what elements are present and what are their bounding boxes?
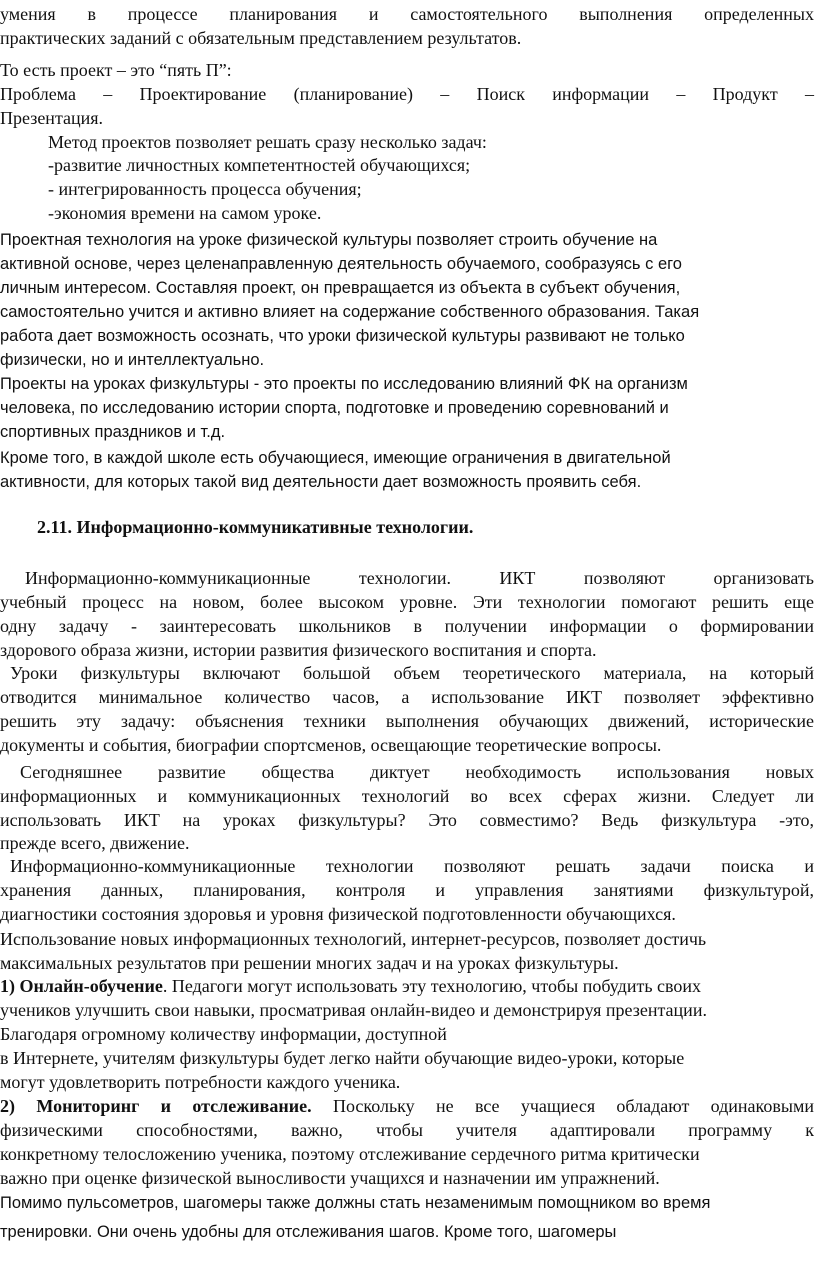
text-line <box>0 733 661 757</box>
line-text: Проекты на уроках физкультуры - это проекты по исследованию влияний ФК на организм <box>0 375 688 393</box>
text-line <box>0 1046 684 1070</box>
bold-lead: 1) Онлайн-обучение <box>0 976 163 996</box>
text-line <box>0 1022 447 1046</box>
text-line <box>0 2 814 26</box>
text-line <box>0 685 814 709</box>
text-line <box>48 201 321 225</box>
line-text: Проектная технология на уроке физической культуры позволяет строить обучение на <box>0 231 658 249</box>
text-line <box>0 1118 814 1142</box>
text-line <box>0 348 264 372</box>
line-text: важно при оценке физической выносливости учащихся и назначении им упражнений. <box>0 1168 660 1188</box>
line-text: информационных и коммуникационных технологий во всех сферах жизни. Следует ли <box>0 786 814 806</box>
text-line <box>0 951 619 975</box>
line-text: диагностики состояния здоровья и уровня физической подготовленности обучающихся. <box>0 904 676 924</box>
text-line <box>48 130 487 154</box>
line-text: человека, по исследованию истории спорта, подготовке и проведению соревнований и <box>0 399 669 417</box>
text-line <box>20 760 814 784</box>
text-line <box>0 878 814 902</box>
line-text: То есть проект – это “пять П”: <box>0 60 232 80</box>
line-text: -развитие личностных компетентностей обучающихся; <box>48 155 471 175</box>
line-text: учебный процесс на новом, более высоком уровне. Эти технологии помогают решить еще <box>0 592 814 612</box>
text-line <box>0 974 701 998</box>
text-line <box>0 470 641 494</box>
text-line <box>48 153 470 177</box>
line-text: Поскольку не все учащиеся обладают одинаковыми <box>311 1096 814 1116</box>
text-line <box>0 82 814 106</box>
text-line <box>0 638 597 662</box>
text-line <box>0 228 657 252</box>
line-text: Проблема – Проектирование (планирование) – Поиск информации – Продукт – <box>0 84 814 104</box>
line-text: 2.11. Информационно-коммуникативные технологии. <box>37 517 474 537</box>
line-text: умения в процессе планирования и самостоятельного выполнения определенных <box>0 4 814 24</box>
line-text: тренировки. Они очень удобны для отслеживания шагов. Кроме того, шагомеры <box>0 1223 617 1241</box>
text-line <box>0 784 814 808</box>
line-text: самостоятельно учится и активно влияет на содержание собственного образования. Такая <box>0 303 700 321</box>
text-line <box>0 998 707 1022</box>
line-text: активной основе, через целенаправленную деятельность обучаемого, сообразуясь с его <box>0 255 682 273</box>
line-text: Благодаря огромному количеству информации, доступной <box>0 1024 447 1044</box>
line-text: Уроки физкультуры включают большой объем теоретического материала, на который <box>10 663 814 683</box>
line-text: Информационно-коммуникационные технологии позволяют решать задачи поиска и <box>10 856 814 876</box>
text-line <box>0 276 680 300</box>
text-line <box>0 446 671 470</box>
line-text: практических заданий с обязательным представлением результатов. <box>0 28 522 48</box>
text-line <box>0 372 688 396</box>
line-text: - интегрированность процесса обучения; <box>48 179 362 199</box>
line-text: Информационно-коммуникационные технологии. ИКТ позволяют организовать <box>25 568 814 588</box>
line-text: максимальных результатов при решении многих задач и на уроках физкультуры. <box>0 953 619 973</box>
text-line <box>0 1142 700 1166</box>
line-text: документы и события, биографии спортсменов, освещающие теоретические вопросы. <box>0 735 662 755</box>
text-line <box>0 808 814 832</box>
line-text: в Интернете, учителям физкультуры будет легко найти обучающие видео-уроки, которые <box>0 1048 685 1068</box>
line-text: физически, но и интеллектуально. <box>0 351 265 369</box>
text-line <box>0 902 676 926</box>
line-text: . Педагоги могут использовать эту технологию, чтобы побудить своих <box>162 976 702 996</box>
line-text: Помимо пульсометров, шагомеры также должны стать незаменимым помощником во время <box>0 1194 711 1212</box>
line-text: Сегодняшнее развитие общества диктует необходимость использования новых <box>20 762 814 782</box>
text-line <box>0 709 814 733</box>
line-text: спортивных праздников и т.д. <box>0 423 226 441</box>
line-text: активности, для которых такой вид деятельности дает возможность проявить себя. <box>0 473 642 491</box>
line-text: Кроме того, в каждой школе есть обучающиеся, имеющие ограничения в двигательной <box>0 449 671 467</box>
line-text: работа дает возможность осознать, что уроки физической культуры развивают не только <box>0 327 685 345</box>
text-line <box>0 1191 710 1215</box>
text-line <box>0 300 699 324</box>
line-text: могут удовлетворить потребности каждого ученика. <box>0 1072 401 1092</box>
bold-lead: 2) Мониторинг и отслеживание. <box>0 1096 312 1116</box>
line-text: Метод проектов позволяет решать сразу несколько задач: <box>48 132 487 152</box>
text-line <box>25 566 814 590</box>
text-line <box>0 26 521 50</box>
text-line <box>0 1094 814 1118</box>
text-line <box>0 58 232 82</box>
text-line <box>10 661 814 685</box>
line-text: использовать ИКТ на уроках физкультуры? Это совместимо? Ведь физкультура -это, <box>0 810 814 830</box>
text-line <box>10 854 814 878</box>
line-text: учеников улучшить свои навыки, просматривая онлайн-видео и демонстрируя презентации. <box>0 1000 707 1020</box>
line-text: решить эту задачу: объяснения техники выполнения обучающих движений, исторические <box>0 711 814 731</box>
line-text: отводится минимальное количество часов, а использование ИКТ позволяет эффективно <box>0 687 814 707</box>
text-line <box>0 614 814 638</box>
line-text: Использование новых информационных технологий, интернет-ресурсов, позволяет достичь <box>0 929 707 949</box>
text-line <box>0 831 189 855</box>
text-line <box>0 324 685 348</box>
text-line <box>0 1166 660 1190</box>
line-text: хранения данных, планирования, контроля и управления занятиями физкультурой, <box>0 880 814 900</box>
line-text: физическими способностями, важно, чтобы учителя адаптировали программу к <box>0 1120 814 1140</box>
text-line <box>0 106 103 130</box>
text-line <box>0 252 682 276</box>
section-heading <box>37 515 473 539</box>
text-line <box>0 1220 616 1244</box>
text-line <box>0 396 669 420</box>
text-line <box>0 420 225 444</box>
line-text: конкретному телосложению ученика, поэтому отслеживание сердечного ритма критически <box>0 1144 700 1164</box>
text-line <box>0 590 814 614</box>
line-text: -экономия времени на самом уроке. <box>48 203 322 223</box>
text-line <box>0 1070 400 1094</box>
line-text: личным интересом. Составляя проект, он превращается из объекта в субъект обучения, <box>0 279 681 297</box>
line-text: прежде всего, движение. <box>0 833 190 853</box>
line-text: одну задачу - заинтересовать школьников в получении информации о формировании <box>0 616 814 636</box>
line-text: Презентация. <box>0 108 104 128</box>
line-text: здорового образа жизни, истории развития физического воспитания и спорта. <box>0 640 597 660</box>
text-line <box>48 177 362 201</box>
text-line <box>0 927 706 951</box>
